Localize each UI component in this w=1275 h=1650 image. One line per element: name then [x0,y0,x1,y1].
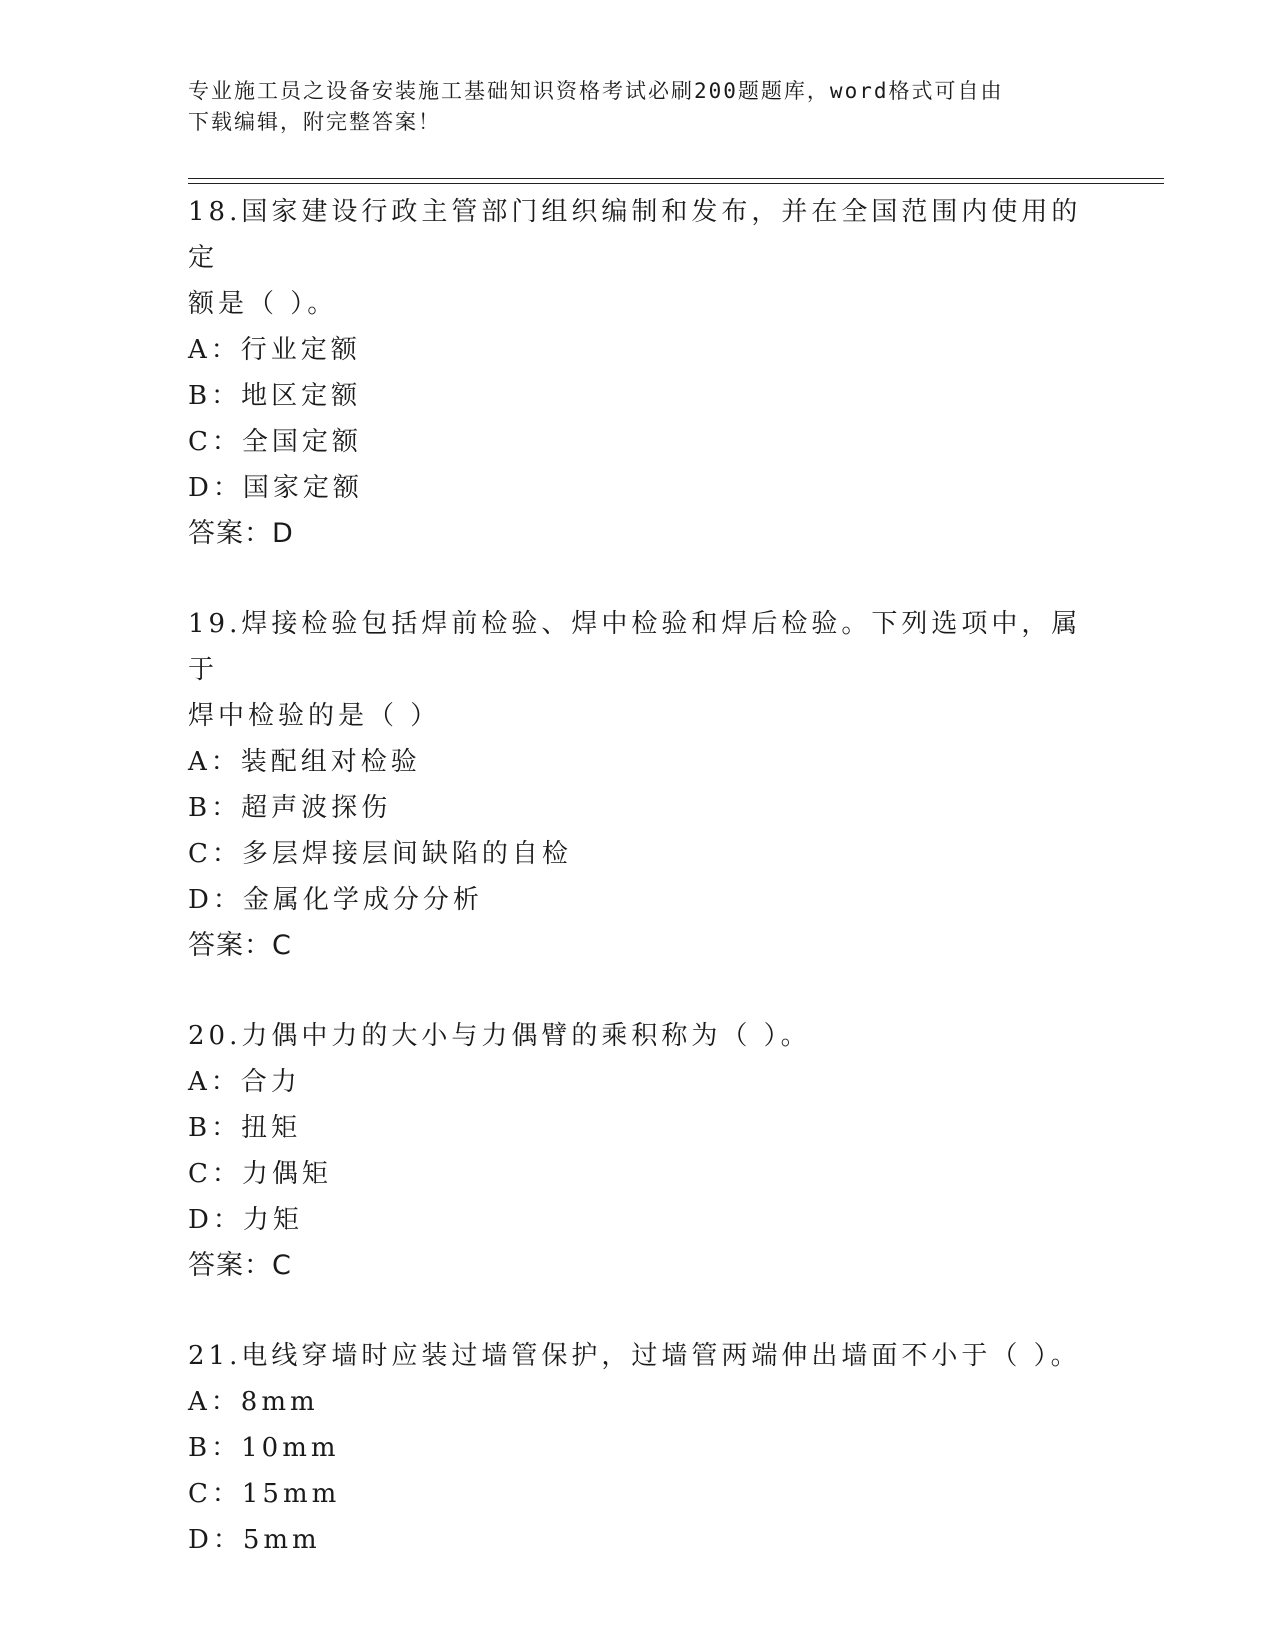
option-a: A：装配组对检验 [188,747,421,777]
option-d: D：金属化学成分分析 [188,885,483,915]
question-stem: 19.焊接检验包括焊前检验、焊中检验和焊后检验。下列选项中，属于 [188,609,1082,685]
option-b: B：扭矩 [188,1113,302,1143]
question-stem: 21.电线穿墙时应装过墙管保护，过墙管两端伸出墙面不小于（ ）。 [188,1341,1081,1371]
option-a: A：8mm [188,1387,319,1417]
option-c: C：15mm [188,1479,341,1509]
option-c: C：全国定额 [188,427,362,457]
question-19 [188,601,1088,969]
document-header [188,76,1088,138]
header-divider-top [188,178,1164,179]
question-18 [188,189,1088,557]
question-stem: 18.国家建设行政主管部门组织编制和发布，并在全国范围内使用的定 [188,197,1082,273]
option-b: B：10mm [188,1433,340,1463]
answer: 答案：C [188,930,292,961]
header-line-1: 专业施工员之设备安装施工基础知识资格考试必刷200题题库，word格式可自由 [188,79,1004,103]
option-a: A：行业定额 [188,335,361,365]
answer: 答案：C [188,1250,292,1281]
option-d: D：国家定额 [188,473,363,503]
question-stem: 20.力偶中力的大小与力偶臂的乘积称为（ ）。 [188,1021,811,1051]
question-stem-cont: 焊中检验的是（ ） [188,701,441,731]
option-b: B：地区定额 [188,381,362,411]
option-a: A：合力 [188,1067,301,1097]
header-line-2: 下载编辑，附完整答案！ [188,110,441,134]
option-c: C：力偶矩 [188,1159,332,1189]
option-b: B：超声波探伤 [188,793,392,823]
question-20 [188,1013,1088,1289]
question-stem-cont: 额是（ ）。 [188,289,338,319]
option-d: D：力矩 [188,1205,303,1235]
question-list [188,189,1088,1607]
header-divider-bottom [188,183,1164,184]
answer: 答案：D [188,518,294,549]
option-c: C：多层焊接层间缺陷的自检 [188,839,572,869]
question-21 [188,1333,1088,1563]
option-d: D：5mm [188,1525,321,1555]
